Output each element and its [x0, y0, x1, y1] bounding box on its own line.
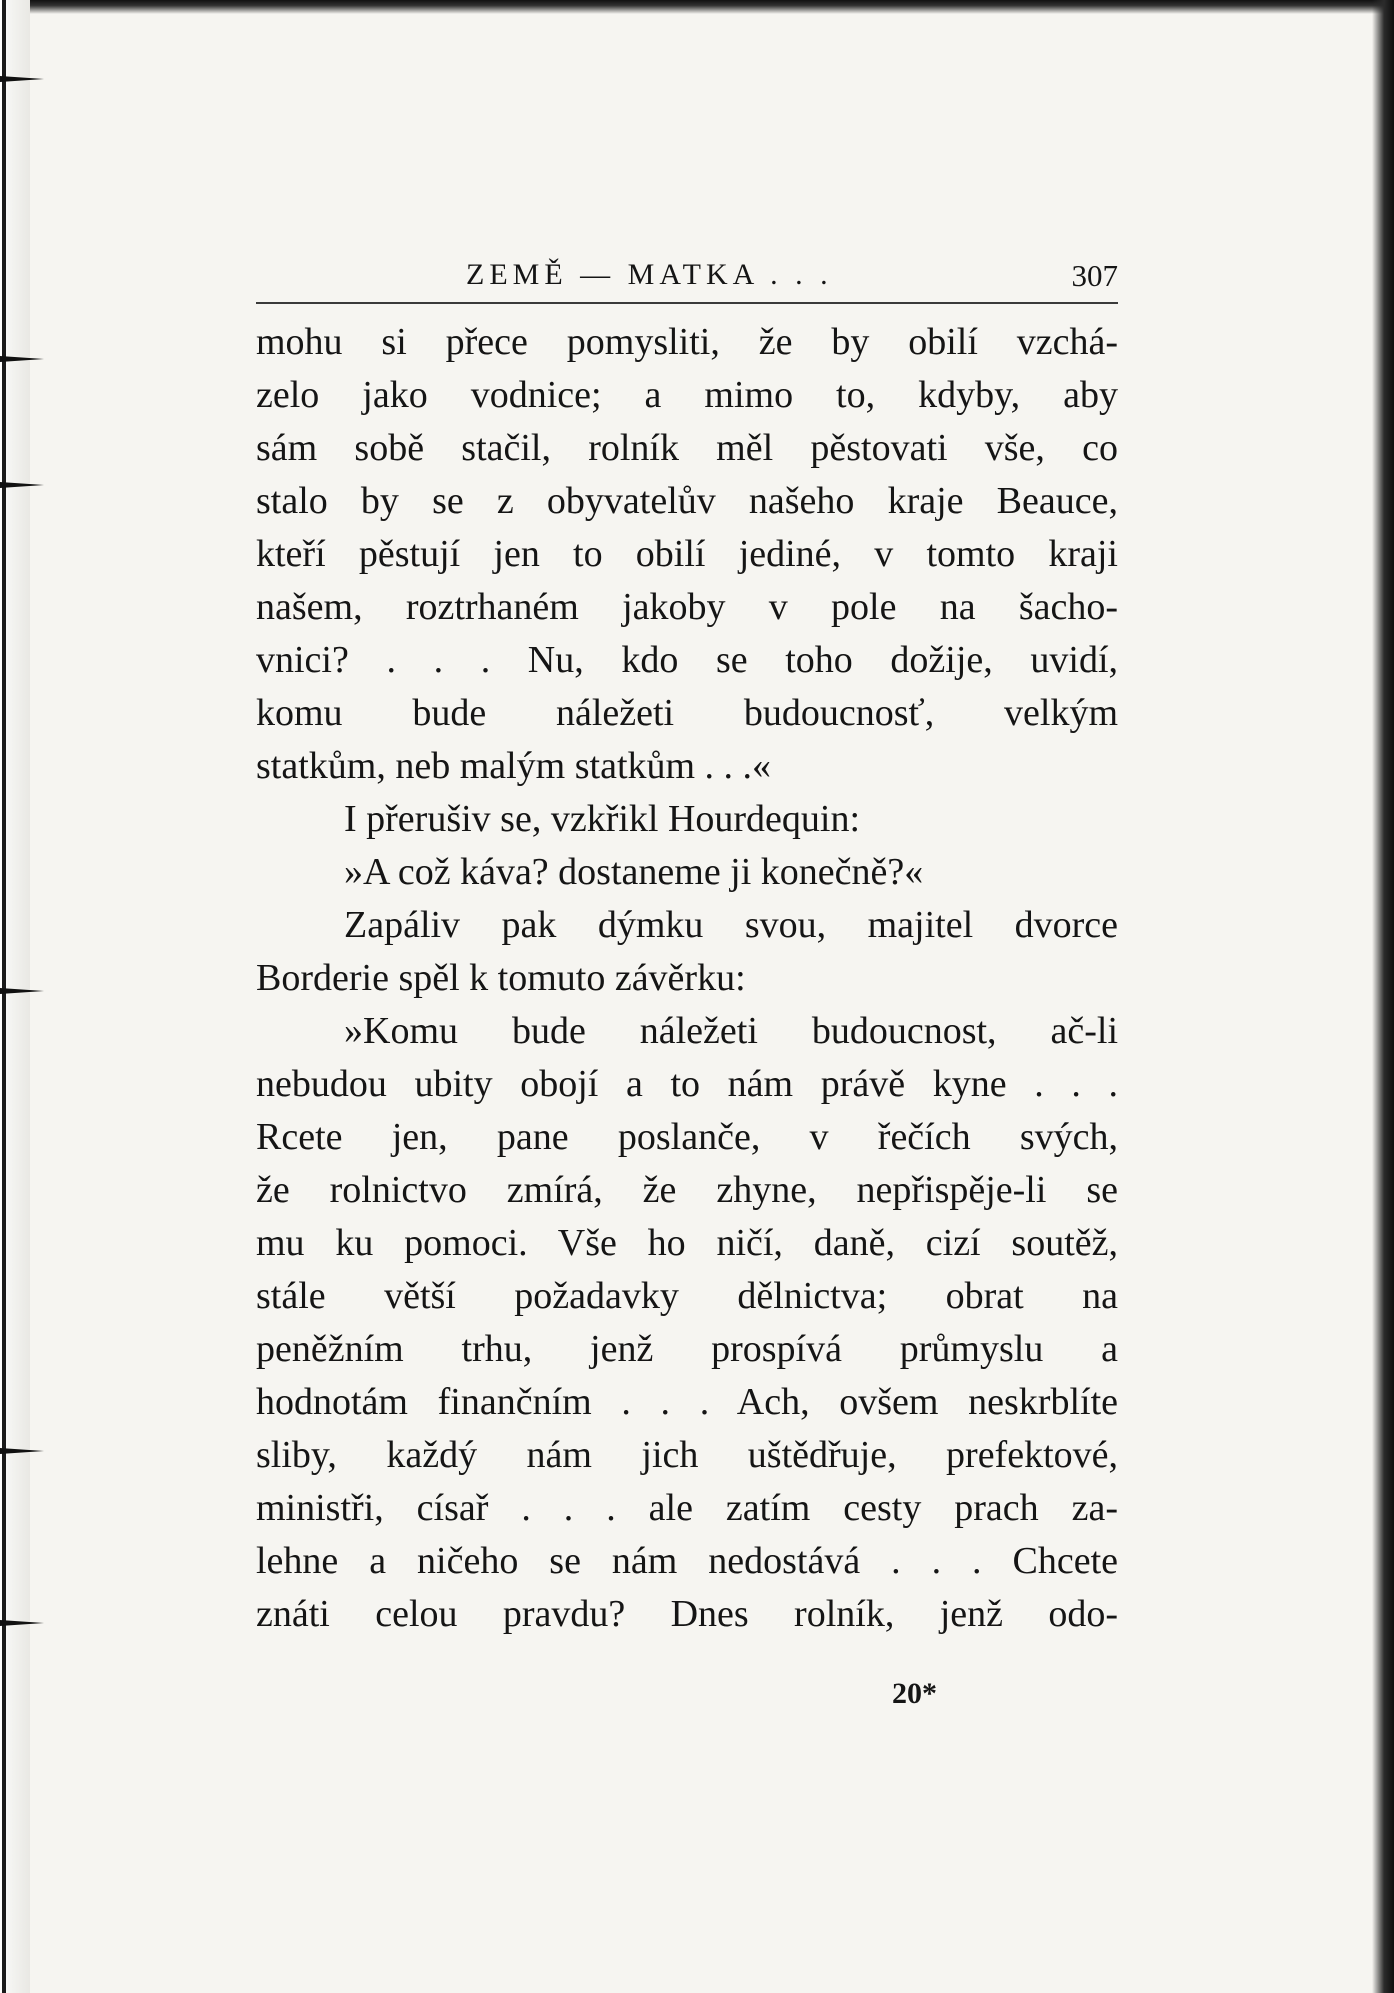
text-line: že rolnictvo zmírá, že zhyne, nepřispěje-li se — [256, 1169, 1118, 1211]
text-line: stalo by se z obyvatelův našeho kraje Beauce, — [256, 480, 1118, 522]
text-line: hodnotám finančním . . . Ach, ovšem neskrblíte — [256, 1381, 1118, 1423]
text-line: Rcete jen, pane poslanče, v řečích svých, — [256, 1116, 1118, 1158]
text-line: I přerušiv se, vzkřikl Hourdequin: — [344, 798, 861, 840]
text-line: Borderie spěl k tomuto závěrku: — [256, 957, 746, 999]
binding-rule — [2, 0, 6, 1993]
page-number: 307 — [1071, 258, 1118, 293]
text-line: vnici? . . . Nu, kdo se toho dožije, uvidí, — [256, 639, 1118, 681]
text-line: peněžním trhu, jenž prospívá průmyslu a — [256, 1328, 1118, 1370]
scan-top-edge — [0, 0, 1394, 14]
text-line: statkům, neb malým statkům . . .« — [256, 745, 772, 787]
body-text — [256, 316, 1118, 1641]
text-line: nebudou ubity obojí a to nám právě kyne . . . — [256, 1063, 1118, 1105]
page-header — [256, 252, 1118, 304]
text-line: komu bude náležeti budoucnosť, velkým — [256, 692, 1118, 734]
text-line: »Komu bude náležeti budoucnost, ač-li — [344, 1010, 1118, 1052]
scan-right-edge — [1372, 0, 1394, 1993]
text-line: sliby, každý nám jich uštědřuje, prefektové, — [256, 1434, 1118, 1476]
text-line: zelo jako vodnice; a mimo to, kdyby, aby — [256, 374, 1118, 416]
text-line: sám sobě stačil, rolník měl pěstovati vše, co — [256, 427, 1118, 469]
text-line: stále větší požadavky dělnictva; obrat na — [256, 1275, 1118, 1317]
text-line: našem, roztrhaném jakoby v pole na šacho- — [256, 586, 1118, 628]
text-line: mu ku pomoci. Vše ho ničí, daně, cizí soutěž, — [256, 1222, 1118, 1264]
text-line: Zapáliv pak dýmku svou, majitel dvorce — [344, 904, 1118, 946]
text-line: kteří pěstují jen to obilí jediné, v tomto kraji — [256, 533, 1118, 575]
text-line: »A což káva? dostaneme ji konečně?« — [344, 851, 924, 893]
text-line: ministři, císař . . . ale zatím cesty prach za- — [256, 1487, 1118, 1529]
text-line: mohu si přece pomysliti, že by obilí vzchá- — [256, 321, 1118, 363]
text-line: znáti celou pravdu? Dnes rolník, jenž odo- — [256, 1593, 1118, 1635]
running-title: ZEMĚ — MATKA . . . — [466, 258, 833, 291]
book-page — [256, 252, 1118, 1710]
text-line: lehne a ničeho se nám nedostává . . . Chcete — [256, 1540, 1118, 1582]
scan-left-edge — [0, 0, 30, 1993]
signature-mark: 20* — [892, 1677, 937, 1710]
